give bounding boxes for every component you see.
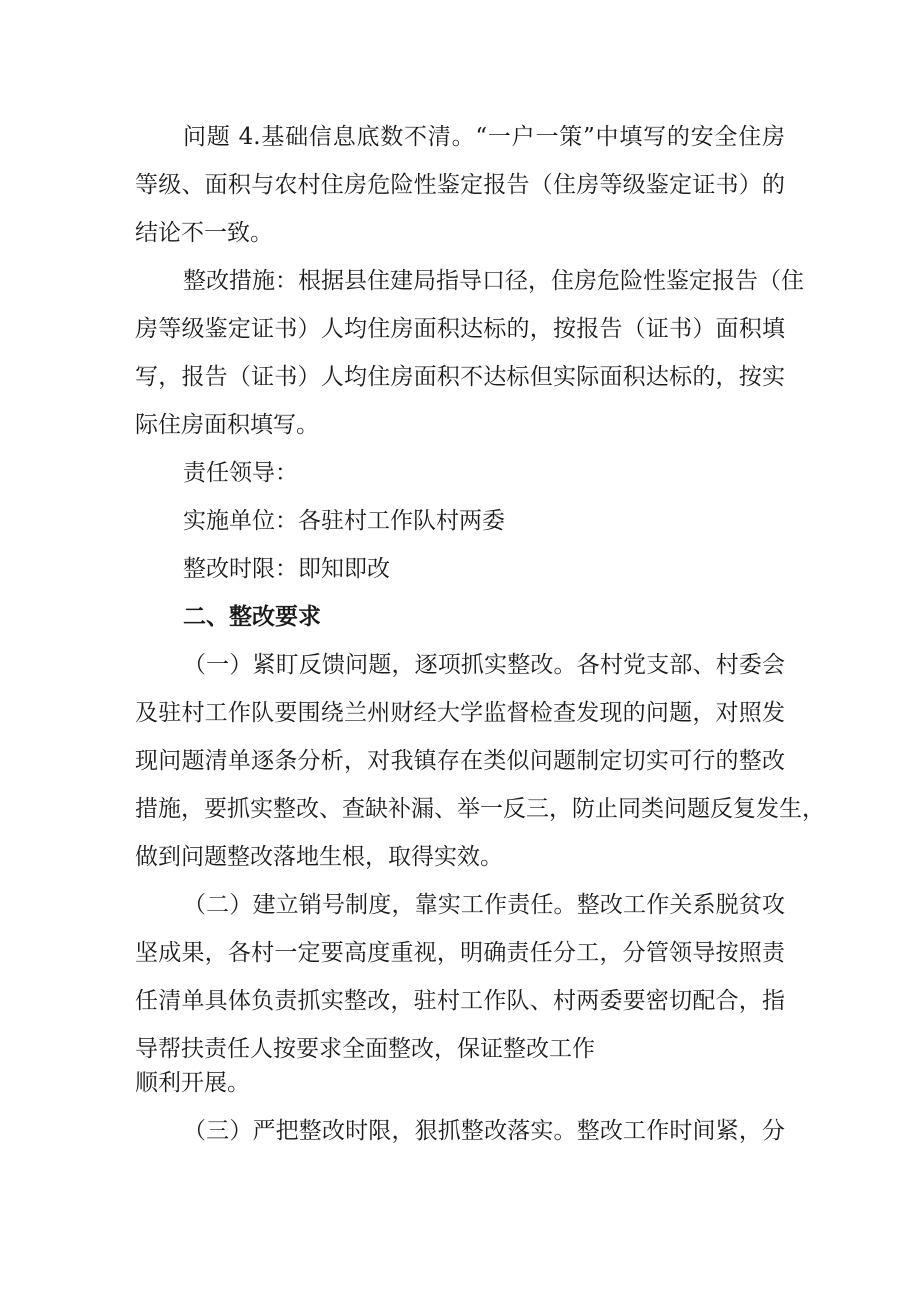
requirement-1-line-4: 措施，要抓实整改、查缺补漏、举一反三，防止同类问题反复发生， bbox=[135, 796, 825, 822]
responsible-leader: 责任领导： bbox=[183, 460, 298, 486]
section-heading-requirements: 二、整改要求 bbox=[183, 604, 321, 630]
measures-line-4: 际住房面积填写。 bbox=[135, 412, 319, 438]
problem-4-line-1: 问题 4.基础信息底数不清。“一户一策”中填写的安全住房 bbox=[183, 124, 785, 150]
problem-4-line-3: 结论不一致。 bbox=[135, 220, 273, 246]
requirement-2-line-3: 任清单具体负责抓实整改，驻村工作队、村两委要密切配合，指 bbox=[135, 988, 785, 1014]
requirement-1-line-3: 现问题清单逐条分析，对我镇存在类似问题制定切实可行的整改 bbox=[135, 748, 785, 774]
requirement-3-line-1: （三）严把整改时限，狠抓整改落实。整改工作时间紧，分 bbox=[183, 1118, 785, 1144]
requirement-1-line-5: 做到问题整改落地生根，取得实效。 bbox=[135, 844, 503, 870]
measures-line-3: 写，报告（证书）人均住房面积不达标但实际面积达标的，按实 bbox=[135, 364, 785, 390]
requirement-2-line-4: 导帮扶责任人按要求全面整改，保证整改工作 bbox=[135, 1036, 595, 1062]
problem-4-line-2: 等级、面积与农村住房危险性鉴定报告（住房等级鉴定证书）的 bbox=[135, 172, 785, 198]
rectification-deadline: 整改时限：即知即改 bbox=[183, 556, 390, 582]
measures-line-1: 整改措施：根据县住建局指导口径，住房危险性鉴定报告（住 bbox=[183, 268, 804, 294]
requirement-1-line-1: （一）紧盯反馈问题，逐项抓实整改。各村党支部、村委会 bbox=[183, 652, 785, 678]
implementing-unit: 实施单位：各驻村工作队村两委 bbox=[183, 508, 505, 534]
requirement-2-line-5: 顺利开展。 bbox=[135, 1070, 250, 1096]
requirement-2-line-1: （二）建立销号制度，靠实工作责任。整改工作关系脱贫攻 bbox=[183, 892, 785, 918]
measures-line-2: 房等级鉴定证书）人均住房面积达标的，按报告（证书）面积填 bbox=[135, 316, 785, 342]
requirement-2-line-2: 坚成果，各村一定要高度重视，明确责任分工，分管领导按照责 bbox=[135, 940, 785, 966]
requirement-1-line-2: 及驻村工作队要围绕兰州财经大学监督检查发现的问题，对照发 bbox=[135, 700, 785, 726]
